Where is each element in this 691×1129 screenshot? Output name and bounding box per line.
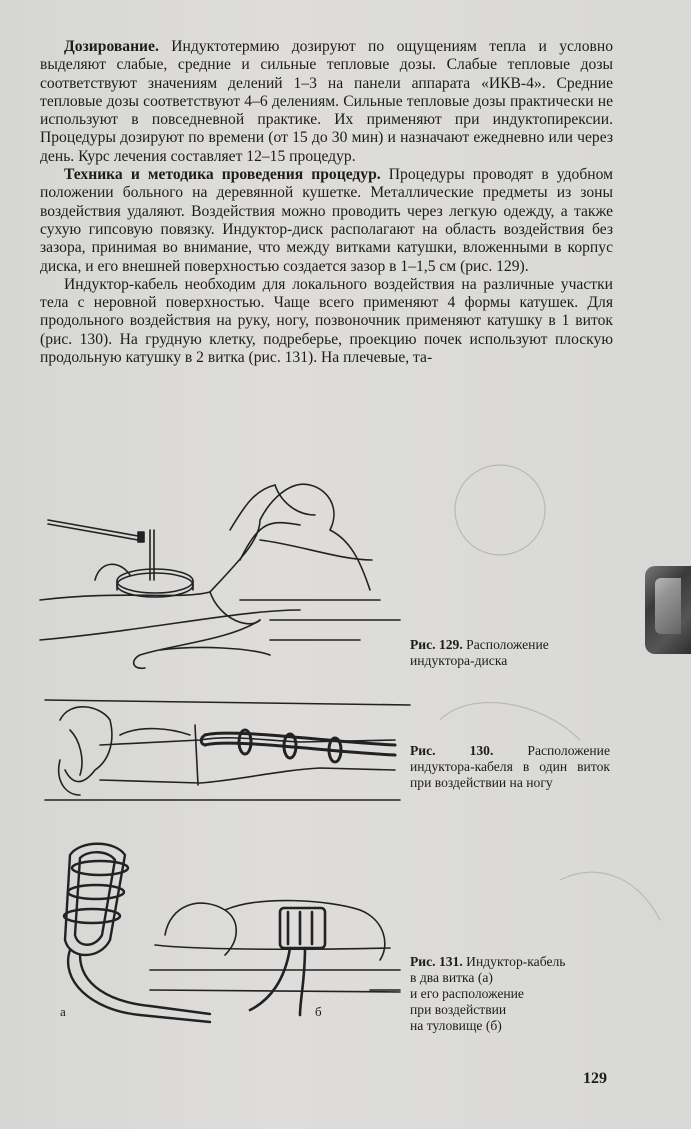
paragraph-dosage-text: Индуктотермию дозируют по ощущениям тепла и условно выделяют слабые, средние и сильные тепловые дозы. Слабые тепловые дозы соответствуют значениям делений 1–3 на панели аппарата «ИКВ-4». Средние тепловые дозы соответствуют 4–6 делениям. Сильные тепловые дозы практически не используют в повседневной практике. Их применяют при индуктопирексии. Процедуры дозируют по времени (от 15 до 30 мин) и назначают ежедневно или через день. Курс лечения составляет 12–15 процедур.: [40, 38, 613, 165]
caption-fig-129: [410, 637, 610, 669]
paragraph-cable-text: Индуктор-кабель необходим для локального воздействия на различные участки тела с неровной поверхностью. Чаще всего применяют 4 формы катушек. Для продольного воздействия на руку, ногу, позвоночник применяют катушку в 1 виток (рис. 130). На грудную клетку, подреберье, проекцию почек используют плоскую продольную катушку в 2 витка (рис. 131). На плечевые, та-: [40, 275, 613, 367]
caption-fig-130: [410, 743, 610, 791]
bookmark-tab: [645, 566, 691, 654]
paragraph-technique-text: Процедуры проводят в удобном положении больного на деревянной кушетке. Металлические предметы из зоны воздействия удаляют. Воздействия можно проводить через легкую одежду, а также сухую гипсовую повязку. Индуктор-диск располагают на область воздействия без зазора, принимая во внимание, что между витками катушки, вложенными в корпус диска, и его внешней поверхностью создается зазор в 1–1,5 см (рис. 129).: [40, 166, 613, 275]
caption-fig-131-line-2: в два витка (а): [410, 970, 493, 985]
caption-fig-131-line-3: и его расположение: [410, 986, 524, 1001]
caption-fig-131-line: [410, 954, 610, 970]
figure-label-b: б: [315, 1004, 322, 1019]
caption-fig-129-number: Рис. 129.: [410, 637, 463, 652]
figure-131a-drawing: [64, 844, 210, 1022]
caption-fig-130-text: Расположение индуктора-кабеля в один виток при воздействии на ногу: [410, 743, 610, 790]
caption-fig-131-line-5: на туловище (б): [410, 1018, 502, 1033]
caption-fig-130-number: Рис. 130.: [410, 743, 494, 758]
caption-fig-131-line-4: при воздействии: [410, 1002, 507, 1017]
figure-label-a: а: [60, 1004, 66, 1019]
figure-129-drawing: [40, 484, 400, 668]
showthrough-sketch: [440, 465, 660, 920]
caption-fig-129-text: Расположение индуктора-диска: [410, 637, 549, 668]
figure-130-drawing: [45, 700, 410, 800]
heading-dosage: Дозирование.: [64, 38, 159, 55]
caption-fig-131: [410, 954, 610, 1034]
caption-fig-131-line-1: Индуктор-кабель: [462, 954, 566, 969]
figure-131b-drawing: [150, 901, 400, 1015]
page-number: 129: [583, 1070, 607, 1087]
caption-fig-131-number: Рис. 131.: [410, 954, 463, 969]
heading-technique: Техника и методика проведения процедур.: [64, 166, 381, 184]
